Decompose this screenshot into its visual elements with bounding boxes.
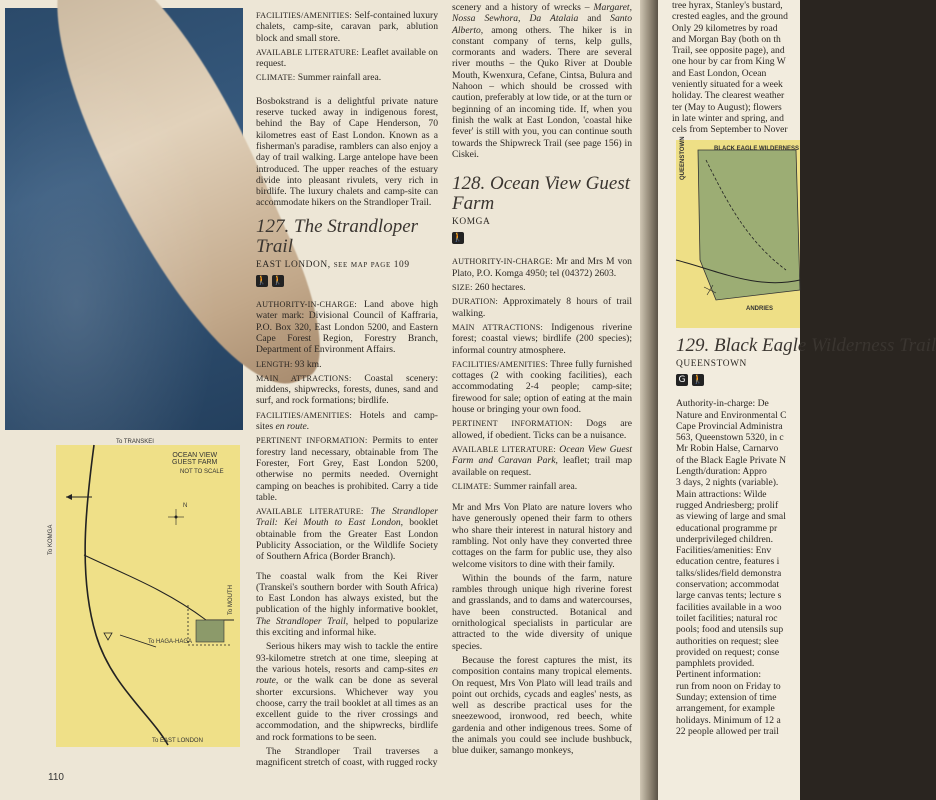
section-127-location: EAST LONDON, see map page 109	[256, 259, 410, 270]
text-line: education centre, features i	[676, 556, 780, 568]
guide-g-icon: G	[676, 374, 688, 386]
text-line: of the Black Eagle Private N	[676, 454, 787, 466]
text-line: 563, Queenstown 5320, in c	[676, 432, 784, 444]
map-roads	[56, 445, 240, 747]
strandloper-pertinent: PERTINENT INFORMATION: Permits to enter forestry land necessary, obtainable from The Forester, Fort Grey, East London 5200, otherwise no permits needed. Overnight camping on beaches is prohibited. Carry a tide table.	[256, 435, 438, 503]
oceanview-facilities: FACILITIES/AMENITIES: Three fully furnished cottages (2 with cooking facilities), each accommodating 2-4 people; camp-site; firewood for sale; option of eating at the main house or bringing your own food.	[452, 358, 632, 416]
bosbokstrand-description: Bosbokstrand is a delightful private nature reserve tucked away in indigenous forest, behind the Bay of Cape Henderson, 70 kilometres east of East London. Known as a fisherman's paradise, ramblers can also enjoy a day of trail walking. Large antelope have been introduced. The upper reaches of the estuary divide into pleasant rivulets, very rich in birdlife. The luxury chalets and camp-site can accommodate hikers on the Strandloper Trail.	[256, 95, 438, 209]
text-line: facilities available in a woo	[676, 601, 782, 613]
text-line: conservation; accommodat	[676, 579, 780, 591]
text-line: crested eagles, and the ground	[672, 11, 788, 23]
oceanview-authority: AUTHORITY-IN-CHARGE: Mr and Mrs M von Plato, P.O. Komga 4950; tel (04372) 2603.	[452, 256, 632, 279]
text-line: Nature and Environmental C	[676, 409, 787, 421]
section-129-heading: 129. Black Eagle Wilderness Trail	[676, 335, 936, 356]
ocean-view-map	[48, 439, 240, 747]
strandloper-authority: AUTHORITY-IN-CHARGE: Land above high water mark: Divisional Council of Kaffraria, P.O. Box 320, East London 5200, and Eastern Cape Forest Region, Forestry Branch, Department of Environment Affairs.	[256, 299, 438, 356]
text-line: Only 29 kilometres by road	[672, 22, 778, 34]
text-line: authorities on request; slee	[676, 635, 779, 647]
map2-label-queenstown: QUEENSTOWN	[680, 136, 686, 180]
map2-label-andries: ANDRIES	[746, 306, 774, 312]
text-line: and Morgan Bay (both on th	[672, 33, 781, 45]
label-east-london: To EAST LONDON	[152, 738, 203, 744]
label-haga-haga: To HAGA-HAGA	[148, 639, 193, 645]
text-line: veniently situated for a week	[672, 79, 783, 91]
strandloper-para-2: Serious hikers may wish to tackle the entire 93-kilometre stretch at one time, sleeping at the various hotels, resorts and camp-sites en route, or the walk can be done as several shorter excursions. Whichever way you choose, carry the trail booklet at all times as an excellent guide to the river crossings and accommodation, and the shipwrecks, birdlife and rock formations to be seen.	[256, 641, 438, 743]
aerial-coast-photo	[5, 8, 243, 430]
section-127-heading: 127. The Strandloper Trail	[256, 215, 419, 257]
section-129-location: QUEENSTOWN	[676, 359, 747, 369]
strandloper-literature: AVAILABLE LITERATURE: The Strandloper Trail: Kei Mouth to East London, booklet obtainable from the Greater East London Publicity Association, or the Wildlife Society of Southern Africa (Border Branch).	[256, 506, 438, 563]
section-129-lines	[676, 398, 816, 737]
text-line: Length/duration: Appro	[676, 466, 767, 478]
label-mouth: To MOUTH	[228, 585, 234, 615]
strandloper-facilities: FACILITIES/AMENITIES: Hotels and camp-sites en route.	[256, 409, 438, 433]
text-line: large canvas tents; lecture s	[676, 590, 782, 602]
section-128-location: KOMGA	[452, 217, 491, 228]
page-number: 110	[48, 772, 64, 783]
oceanview-duration: DURATION: Approximately 8 hours of trail walking.	[452, 296, 633, 319]
text-line: Facilities/amenities: Env	[676, 545, 772, 557]
text-line: in late winter and spring, and	[672, 112, 784, 124]
strandloper-attractions: MAIN ATTRACTIONS: Coastal scenery: middens, shipwrecks, forests, dunes, sand and surf, and rock formations; birdlife.	[256, 372, 438, 407]
strandloper-continued: scenery and a history of wrecks – Margaret, Nossa Sewhora, Da Atalaia and Santo Alberto, among others. The hiker is in constant company of terns, kelp gulls, cormorants and waders. There are several river mouths – the Quko River at Double Mouth, Kwenxura, Cefane, Cintsa, Bulura and Nahoon – which should be crossed with caution, preferably at low tide, or at the turn or beginning of an incoming tide. If, when you finish the walk at East London, 'coastal hike fever' is still with you, you can continue south towards the Shipwreck Trail (see page 156) in Ciskei.	[452, 2, 632, 160]
text-line: educational programme pr	[676, 522, 778, 534]
bosbokstrand-facilities: FACILITIES/AMENITIES: Self-contained luxury chalets, camp-site, caravan park, ablution block and small store.	[256, 10, 438, 44]
book-gutter	[640, 0, 658, 800]
text-line: holidays. Minimum of 12 a	[676, 714, 781, 726]
text-line: rugged Andriesberg; prolif	[676, 499, 779, 511]
bosbokstrand-climate: CLIMATE: Summer rainfall area.	[256, 72, 382, 84]
text-line: toilet facilities; natural roc	[676, 612, 778, 624]
text-line: 3 days, 2 nights (variable).	[676, 477, 779, 489]
label-not-to-scale: NOT TO SCALE	[180, 469, 224, 475]
oceanview-climate: CLIMATE: Summer rainfall area.	[452, 480, 578, 492]
hiker-icon: 🚶	[692, 375, 704, 386]
map2-shapes	[676, 140, 800, 328]
map-title: OCEAN VIEW GUEST FARM	[172, 452, 218, 466]
black-eagle-map	[676, 136, 800, 328]
text-line: pamphlets provided.	[676, 658, 755, 670]
strandloper-para-3: The Strandloper Trail traverses a magnificent stretch of coast, with rugged rocky	[256, 746, 438, 769]
hiker-icon: 🚶	[452, 233, 464, 244]
text-line: run from noon on Friday to	[676, 680, 781, 692]
oceanview-literature: AVAILABLE LITERATURE: Ocean View Guest Farm and Caravan Park, leaflet; trail map available on request.	[452, 443, 632, 478]
text-line: 22 people allowed per trail	[676, 725, 779, 737]
bosbokstrand-literature: AVAILABLE LITERATURE: Leaflet available on request.	[256, 46, 438, 70]
section-128-icons	[452, 232, 632, 246]
text-line: one hour by car from King W	[672, 56, 786, 68]
oceanview-para-3: Because the forest captures the mist, its composition contains many tropical elements. On request, Mrs Von Plato will lead trails and point out orchids, cycads and eagles' nests, as well as describe practical uses for the sneezewood, ironwood, red beech, white gardenia and other indigenous trees. Some of the animals you could see include bushbuck, blue duiker, samango monkeys,	[452, 654, 632, 757]
oceanview-attractions: MAIN ATTRACTIONS: Indigenous riverine forest; coastal views; birdlife (200 species); informal country atmosphere.	[452, 321, 632, 356]
text-line: tree hyrax, Stanley's bustard,	[672, 0, 783, 11]
text-line: arrangement, for example	[676, 703, 775, 715]
section-129	[676, 335, 936, 737]
map2-title: BLACK EAGLE WILDERNESS	[714, 146, 800, 152]
text-line: holiday. The clearest weather	[672, 90, 785, 102]
text-line: Main attractions: Wilde	[676, 488, 767, 500]
column-one	[256, 10, 438, 772]
oceanview-para-2: Within the bounds of the farm, nature rambles through unique high riverine forest and grasslands, and to dams and watercourses, have been constructed. Botanical and ornithological specialists in particular are attracted to the wide diversity of unique species.	[452, 572, 632, 652]
text-line: provided on request; conse	[676, 646, 780, 658]
text-line: Authority-in-charge: De	[676, 398, 769, 410]
compass-north: N	[183, 503, 188, 509]
hiker-icon: 🚶	[256, 276, 268, 287]
text-line: and East London, Ocean	[672, 67, 767, 79]
strandloper-para-1: The coastal walk from the Kei River (Transkei's southern border with South Africa) to East London has always existed, but the publication of the highly informative booklet, The Strandloper Trail, helped to popularize this exciting and informal hike.	[256, 570, 438, 639]
column-two	[452, 2, 632, 760]
text-line: Mr Robin Halse, Carnarvo	[676, 443, 779, 455]
section-127-icons	[256, 275, 438, 289]
text-line: cels from September to Nover	[672, 124, 788, 136]
label-to-komga: To KOMGA	[48, 524, 54, 555]
text-line: Cape Provincial Administra	[676, 420, 783, 432]
section-128-heading: 128. Ocean View Guest Farm	[452, 173, 630, 215]
text-line: ter (May to August); flowers	[672, 101, 782, 113]
text-line: pools; food and utensils sup	[676, 624, 784, 636]
section-129-icons	[676, 374, 816, 388]
oceanview-size: SIZE: 260 hectares.	[452, 282, 526, 294]
label-to-transkei: To TRANSKEI	[116, 439, 154, 445]
text-line: Sunday; extension of time	[676, 692, 777, 704]
oceanview-pertinent: PERTINENT INFORMATION: Dogs are allowed, if obedient. Ticks can be a nuisance.	[452, 418, 633, 441]
hiker-icon-2: 🚶	[272, 276, 284, 287]
column-three-top-lines	[672, 0, 812, 136]
oceanview-para-1: Mr and Mrs Von Plato are nature lovers who have generously opened their farm to others who share their interest in natural history and rambling. Not only have they converted three cottages on the farm for public use, they also welcome visitors to dine with their family.	[452, 502, 632, 570]
strandloper-length: LENGTH: 93 km.	[256, 358, 322, 370]
text-line: as viewing of large and smal	[676, 511, 786, 523]
text-line: talks/slides/field demonstra	[676, 567, 782, 579]
text-line: Trail, see opposite page), and	[672, 45, 785, 57]
column-three	[672, 0, 812, 136]
text-line: underprivileged children.	[676, 533, 773, 545]
text-line: Pertinent information:	[676, 669, 761, 681]
